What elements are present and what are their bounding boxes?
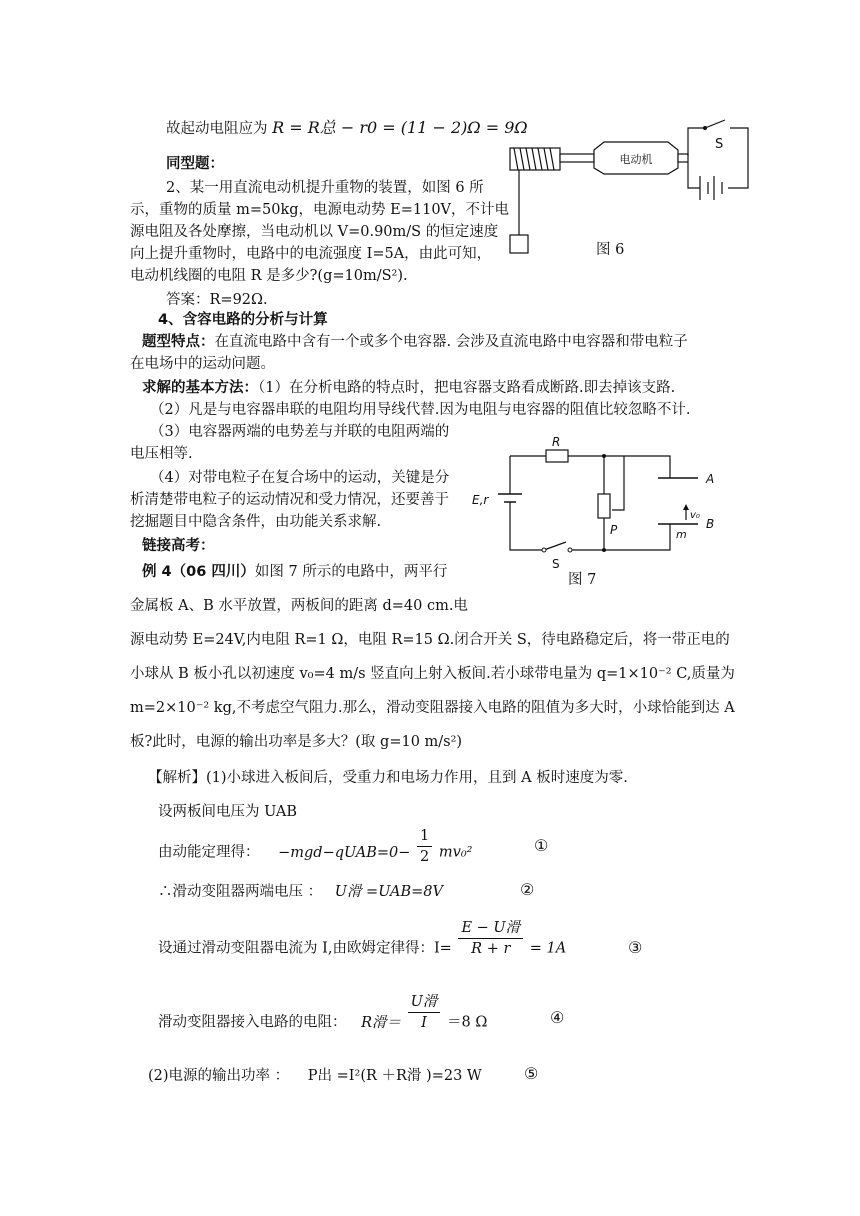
similar-line-1: 2、某一用直流电动机提升重物的装置，如图 6 所 xyxy=(166,180,484,196)
eq4-label: 滑动变阻器接入电路的电阻： xyxy=(158,1014,347,1031)
resistor-R xyxy=(546,450,568,462)
eq4-frac-den: I xyxy=(421,1015,427,1031)
weight-box xyxy=(510,235,528,253)
conclusion-prefix: 故起动电阻应为 xyxy=(166,121,268,137)
slider-wire xyxy=(612,456,624,510)
switch-pin-1 xyxy=(542,548,546,552)
shaft-left xyxy=(560,154,594,162)
wire-bottom xyxy=(570,524,670,550)
wire-left-bottom xyxy=(510,502,544,550)
figure-6-diagram xyxy=(500,110,760,270)
equation-5 xyxy=(148,1066,482,1086)
similar-line-3: 源电阻及各处摩擦，当电动机以 V=0.90m/S 的恒定速度 xyxy=(130,224,499,240)
v0-arrowhead xyxy=(683,504,689,510)
solution-line-1: 【解析】(1)小球进入板间后，受重力和电场力作用，且到 A 板时速度为零. xyxy=(148,770,628,786)
fig7-B: B xyxy=(706,517,715,531)
method-4b: 析清楚带电粒子的运动情况和受力情况，还要善于 xyxy=(130,492,449,508)
eq1-body: −mgd−qUAB=0− xyxy=(278,844,411,861)
example-label: 例 4（06 四川） xyxy=(142,564,255,580)
eq3-fraction xyxy=(458,918,523,959)
eq1-frac-num: 1 xyxy=(417,826,432,847)
node-2 xyxy=(602,548,606,552)
similar-heading: 同型题： xyxy=(166,156,224,172)
eq1-frac-den: 2 xyxy=(420,849,430,865)
marker-2: ② xyxy=(520,880,535,899)
equation-3 xyxy=(158,920,567,959)
method-4a: （4）对带电粒子在复合场中的运动，关键是分 xyxy=(150,470,450,486)
eq5-body: P出 =I²(R ＋R滑 )=23 W xyxy=(307,1068,482,1084)
fig7-v0: v₀ xyxy=(690,510,700,521)
motor-label: 电动机 xyxy=(619,153,653,166)
solution-line-2: 设两板间电压为 UAB xyxy=(158,804,298,820)
similar-line-2: 示，重物的质量 m=50kg，电源电动势 E=110V，不计电 xyxy=(130,202,510,218)
feature-line-2: 在电场中的运动问题。 xyxy=(130,356,275,372)
fig7-P: P xyxy=(610,523,618,537)
eq3-label: 设通过滑动变阻器电流为 I,由欧姆定律得：I= xyxy=(158,940,452,957)
fig7-S: S xyxy=(552,557,560,571)
wire-top-right xyxy=(568,456,670,478)
eq5-label: (2)电源的输出功率 ： xyxy=(148,1068,290,1084)
switch-pin-2 xyxy=(568,548,572,552)
example-line-5: m=2×10⁻² kg,不考虑空气阻力.那么，滑动变阻器接入电路的阻值为多大时，小球恰能到达 A xyxy=(130,700,735,716)
eq3-frac-den: R + r xyxy=(471,941,511,957)
marker-3: ③ xyxy=(628,938,643,957)
marker-4: ④ xyxy=(550,1008,565,1027)
example-line-1 xyxy=(142,562,447,582)
feature-text: 在直流电路中含有一个或多个电容器. 会涉及直流电路中电容器和带电粒子 xyxy=(214,334,688,350)
method-1: （1）在分析电路的特点时，把电容器支路看成断路.即去掉该支路. xyxy=(258,380,676,396)
method-2: （2）凡是与电容器串联的电阻均用导线代替.因为电阻与电容器的阻值比较忽略不计. xyxy=(150,402,691,418)
fig7-Er: E,r xyxy=(472,493,489,507)
feature-line xyxy=(142,332,688,352)
figure-7-caption: 图 7 xyxy=(568,572,597,588)
eq1-tail: mv₀² xyxy=(438,844,473,861)
feature-label: 题型特点： xyxy=(142,334,215,350)
eq4-lhs: R滑＝ xyxy=(361,1014,402,1031)
equation-4 xyxy=(158,994,488,1033)
conclusion-line xyxy=(166,118,528,139)
eq4-frac-num: U滑 xyxy=(408,992,441,1013)
method-4c: 挖掘题目中隐含条件，由功能关系求解. xyxy=(130,514,382,530)
eq4-fraction xyxy=(408,992,441,1033)
switch-label: S xyxy=(715,137,724,152)
fig7-R: R xyxy=(552,435,561,449)
example-line-3: 源电动势 E=24V,内电阻 R=1 Ω，电阻 R=15 Ω.闭合开关 S，待电路稳定后，将一带正电的 xyxy=(130,632,730,648)
eq3-tail: = 1A xyxy=(529,940,567,957)
figure-7-diagram xyxy=(470,430,730,590)
similar-answer: 答案：R=92Ω. xyxy=(166,292,268,308)
method-3a: （3）电容器两端的电势差与并联的电阻两端的 xyxy=(150,424,450,440)
method-3b: 电压相等. xyxy=(130,446,193,462)
example-line-6: 板?此时，电源的输出功率是多大？(取 g=10 m/s²) xyxy=(130,734,463,750)
rheostat xyxy=(598,494,610,518)
equation-1 xyxy=(158,828,473,867)
eq2-body: U滑 =UAB=8V xyxy=(334,884,443,900)
fig7-A: A xyxy=(706,472,715,486)
shaft-right xyxy=(678,154,688,162)
switch-blade xyxy=(544,542,566,550)
marker-5: ⑤ xyxy=(524,1064,539,1083)
example-line-2: 金属板 A、B 水平放置，两板间的距离 d=40 cm.电 xyxy=(130,598,468,614)
fig7-m: m xyxy=(676,528,687,541)
conclusion-formula: R = R总 − r0 = (11 − 2)Ω = 9Ω xyxy=(272,118,528,137)
link-label: 链接高考： xyxy=(142,538,215,554)
eq3-frac-num: E − U滑 xyxy=(458,918,523,939)
example-text-1: 如图 7 所示的电路中，两平行 xyxy=(254,564,448,580)
motor-circuit xyxy=(688,120,748,200)
battery xyxy=(498,494,522,502)
eq4-tail: ＝8 Ω xyxy=(446,1014,488,1031)
switch-pivot xyxy=(703,126,707,130)
section-title: 4、含容电路的分析与计算 xyxy=(158,312,328,328)
equation-2 xyxy=(158,882,443,902)
node-1 xyxy=(602,454,606,458)
eq2-label: ∴滑动变阻器两端电压 ： xyxy=(158,884,323,900)
method-label: 求解的基本方法： xyxy=(142,380,258,396)
figure-6-caption: 图 6 xyxy=(596,242,625,258)
marker-1: ① xyxy=(534,836,549,855)
eq1-fraction xyxy=(417,826,432,867)
example-line-4: 小球从 B 板小孔以初速度 v₀=4 m/s 竖直向上射入板间.若小球带电量为 q=1×10⁻² C,质量为 xyxy=(130,666,735,682)
method-line xyxy=(142,378,675,398)
similar-line-5: 电动机线圈的电阻 R 是多少?(g=10m/S²). xyxy=(130,268,408,284)
eq1-label: 由动能定理得： xyxy=(158,844,260,861)
similar-line-4: 向上提升重物时，电路中的电流强度 I=5A，由此可知， xyxy=(130,246,492,262)
